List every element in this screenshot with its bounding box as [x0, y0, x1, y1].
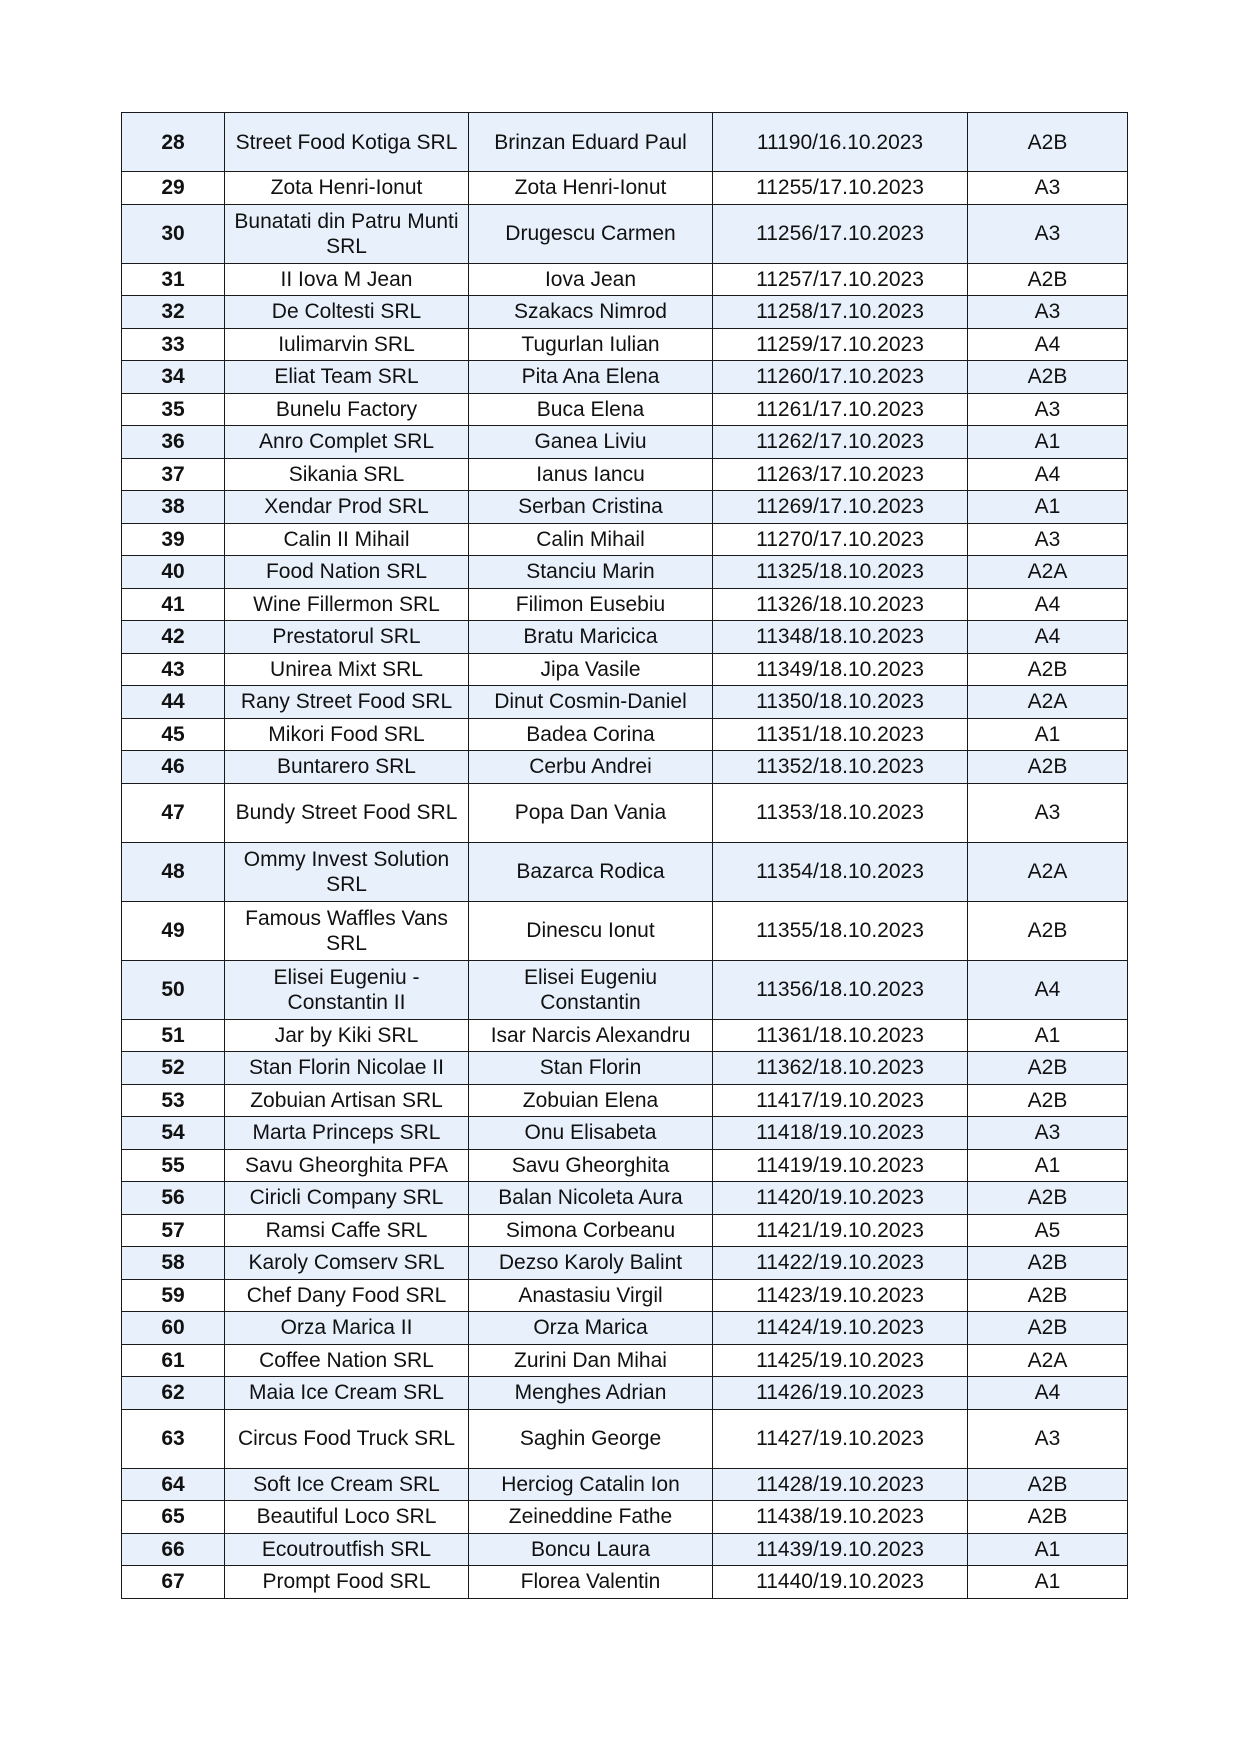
registration-number-date: 11269/17.10.2023 [713, 491, 968, 524]
row-number: 57 [122, 1214, 225, 1247]
person-name: Zota Henri-Ionut [469, 172, 713, 205]
row-number: 35 [122, 393, 225, 426]
category: A1 [968, 1019, 1128, 1052]
person-name: Brinzan Eduard Paul [469, 113, 713, 172]
row-number: 44 [122, 686, 225, 719]
row-number: 37 [122, 458, 225, 491]
category: A1 [968, 491, 1128, 524]
registration-number-date: 11421/19.10.2023 [713, 1214, 968, 1247]
person-name: Buca Elena [469, 393, 713, 426]
row-number: 66 [122, 1533, 225, 1566]
company-name: Ramsi Caffe SRL [225, 1214, 469, 1247]
person-name: Orza Marica [469, 1312, 713, 1345]
registration-number-date: 11361/18.10.2023 [713, 1019, 968, 1052]
company-name: Ecoutroutfish SRL [225, 1533, 469, 1566]
company-name: Coffee Nation SRL [225, 1344, 469, 1377]
category: A5 [968, 1214, 1128, 1247]
person-name: Boncu Laura [469, 1533, 713, 1566]
category: A3 [968, 172, 1128, 205]
table-row [122, 588, 1128, 621]
table-row [122, 204, 1128, 263]
person-name: Isar Narcis Alexandru [469, 1019, 713, 1052]
company-name: Prompt Food SRL [225, 1566, 469, 1599]
table-row [122, 1247, 1128, 1280]
company-name: Maia Ice Cream SRL [225, 1377, 469, 1410]
person-name: Calin Mihail [469, 523, 713, 556]
registration-number-date: 11427/19.10.2023 [713, 1409, 968, 1468]
company-name: Sikania SRL [225, 458, 469, 491]
row-number: 34 [122, 361, 225, 394]
table-row [122, 960, 1128, 1019]
company-name: Elisei Eugeniu - Constantin II [225, 960, 469, 1019]
person-name: Badea Corina [469, 718, 713, 751]
person-name: Onu Elisabeta [469, 1117, 713, 1150]
category: A2B [968, 1084, 1128, 1117]
table-row [122, 1409, 1128, 1468]
row-number: 28 [122, 113, 225, 172]
registration-number-date: 11419/19.10.2023 [713, 1149, 968, 1182]
person-name: Dinut Cosmin-Daniel [469, 686, 713, 719]
table-row [122, 393, 1128, 426]
row-number: 63 [122, 1409, 225, 1468]
company-name: Zota Henri-Ionut [225, 172, 469, 205]
row-number: 61 [122, 1344, 225, 1377]
table-row [122, 901, 1128, 960]
category: A2A [968, 686, 1128, 719]
category: A2B [968, 653, 1128, 686]
person-name: Dinescu Ionut [469, 901, 713, 960]
category: A1 [968, 1566, 1128, 1599]
person-name: Jipa Vasile [469, 653, 713, 686]
category: A3 [968, 204, 1128, 263]
table-row [122, 328, 1128, 361]
company-name: Jar by Kiki SRL [225, 1019, 469, 1052]
company-name: Savu Gheorghita PFA [225, 1149, 469, 1182]
person-name: Balan Nicoleta Aura [469, 1182, 713, 1215]
category: A2B [968, 263, 1128, 296]
row-number: 56 [122, 1182, 225, 1215]
company-name: Rany Street Food SRL [225, 686, 469, 719]
person-name: Simona Corbeanu [469, 1214, 713, 1247]
category: A2B [968, 1247, 1128, 1280]
row-number: 38 [122, 491, 225, 524]
registration-number-date: 11351/18.10.2023 [713, 718, 968, 751]
company-name: Mikori Food SRL [225, 718, 469, 751]
row-number: 64 [122, 1468, 225, 1501]
category: A4 [968, 1377, 1128, 1410]
registration-number-date: 11422/19.10.2023 [713, 1247, 968, 1280]
company-name: Bunelu Factory [225, 393, 469, 426]
person-name: Szakacs Nimrod [469, 296, 713, 329]
person-name: Serban Cristina [469, 491, 713, 524]
table-row [122, 653, 1128, 686]
registration-number-date: 11262/17.10.2023 [713, 426, 968, 459]
person-name: Zeineddine Fathe [469, 1501, 713, 1534]
row-number: 65 [122, 1501, 225, 1534]
company-name: Chef Dany Food SRL [225, 1279, 469, 1312]
table-row [122, 1084, 1128, 1117]
table-row [122, 783, 1128, 842]
registration-number-date: 11353/18.10.2023 [713, 783, 968, 842]
company-name: Marta Princeps SRL [225, 1117, 469, 1150]
table-row [122, 458, 1128, 491]
row-number: 32 [122, 296, 225, 329]
company-name: Unirea Mixt SRL [225, 653, 469, 686]
person-name: Elisei Eugeniu Constantin [469, 960, 713, 1019]
person-name: Dezso Karoly Balint [469, 1247, 713, 1280]
company-name: Zobuian Artisan SRL [225, 1084, 469, 1117]
category: A2B [968, 751, 1128, 784]
registration-number-date: 11355/18.10.2023 [713, 901, 968, 960]
category: A2B [968, 113, 1128, 172]
company-name: Buntarero SRL [225, 751, 469, 784]
table-row [122, 361, 1128, 394]
row-number: 60 [122, 1312, 225, 1345]
registration-number-date: 11348/18.10.2023 [713, 621, 968, 654]
registration-number-date: 11362/18.10.2023 [713, 1052, 968, 1085]
row-number: 47 [122, 783, 225, 842]
category: A3 [968, 296, 1128, 329]
person-name: Stan Florin [469, 1052, 713, 1085]
category: A2B [968, 1279, 1128, 1312]
registration-number-date: 11260/17.10.2023 [713, 361, 968, 394]
row-number: 39 [122, 523, 225, 556]
category: A1 [968, 718, 1128, 751]
registration-number-date: 11349/18.10.2023 [713, 653, 968, 686]
table-row [122, 523, 1128, 556]
person-name: Ganea Liviu [469, 426, 713, 459]
row-number: 46 [122, 751, 225, 784]
person-name: Pita Ana Elena [469, 361, 713, 394]
table-row [122, 263, 1128, 296]
registration-number-date: 11352/18.10.2023 [713, 751, 968, 784]
company-name: Food Nation SRL [225, 556, 469, 589]
table-body [122, 113, 1128, 1599]
registration-number-date: 11438/19.10.2023 [713, 1501, 968, 1534]
person-name: Anastasiu Virgil [469, 1279, 713, 1312]
person-name: Menghes Adrian [469, 1377, 713, 1410]
registration-number-date: 11440/19.10.2023 [713, 1566, 968, 1599]
registration-number-date: 11356/18.10.2023 [713, 960, 968, 1019]
row-number: 58 [122, 1247, 225, 1280]
company-name: Bundy Street Food SRL [225, 783, 469, 842]
registration-number-date: 11257/17.10.2023 [713, 263, 968, 296]
person-name: Cerbu Andrei [469, 751, 713, 784]
category: A1 [968, 1533, 1128, 1566]
row-number: 40 [122, 556, 225, 589]
row-number: 49 [122, 901, 225, 960]
row-number: 67 [122, 1566, 225, 1599]
company-name: Circus Food Truck SRL [225, 1409, 469, 1468]
category: A2B [968, 361, 1128, 394]
table-row [122, 1344, 1128, 1377]
person-name: Herciog Catalin Ion [469, 1468, 713, 1501]
category: A3 [968, 393, 1128, 426]
registration-number-date: 11424/19.10.2023 [713, 1312, 968, 1345]
company-name: Xendar Prod SRL [225, 491, 469, 524]
table-row [122, 621, 1128, 654]
registration-number-date: 11326/18.10.2023 [713, 588, 968, 621]
company-name: Iulimarvin SRL [225, 328, 469, 361]
table-row [122, 426, 1128, 459]
category: A3 [968, 1409, 1128, 1468]
person-name: Filimon Eusebiu [469, 588, 713, 621]
table-row [122, 718, 1128, 751]
registration-number-date: 11420/19.10.2023 [713, 1182, 968, 1215]
person-name: Iova Jean [469, 263, 713, 296]
category: A3 [968, 1117, 1128, 1150]
table-row [122, 1214, 1128, 1247]
category: A1 [968, 426, 1128, 459]
person-name: Stanciu Marin [469, 556, 713, 589]
row-number: 50 [122, 960, 225, 1019]
category: A4 [968, 328, 1128, 361]
person-name: Bratu Maricica [469, 621, 713, 654]
table-row [122, 1566, 1128, 1599]
company-name: Eliat Team SRL [225, 361, 469, 394]
table-row [122, 1052, 1128, 1085]
row-number: 36 [122, 426, 225, 459]
registration-number-date: 11263/17.10.2023 [713, 458, 968, 491]
table-row [122, 172, 1128, 205]
registration-number-date: 11418/19.10.2023 [713, 1117, 968, 1150]
person-name: Popa Dan Vania [469, 783, 713, 842]
company-name: Ommy Invest Solution SRL [225, 842, 469, 901]
row-number: 52 [122, 1052, 225, 1085]
row-number: 31 [122, 263, 225, 296]
registration-number-date: 11258/17.10.2023 [713, 296, 968, 329]
row-number: 43 [122, 653, 225, 686]
registration-number-date: 11270/17.10.2023 [713, 523, 968, 556]
registration-number-date: 11425/19.10.2023 [713, 1344, 968, 1377]
table-row [122, 1149, 1128, 1182]
table-row [122, 1117, 1128, 1150]
table-row [122, 296, 1128, 329]
category: A2A [968, 1344, 1128, 1377]
row-number: 62 [122, 1377, 225, 1410]
row-number: 55 [122, 1149, 225, 1182]
company-name: Calin II Mihail [225, 523, 469, 556]
category: A4 [968, 588, 1128, 621]
table-row [122, 113, 1128, 172]
registration-number-date: 11354/18.10.2023 [713, 842, 968, 901]
registration-number-date: 11417/19.10.2023 [713, 1084, 968, 1117]
row-number: 42 [122, 621, 225, 654]
category: A2B [968, 1052, 1128, 1085]
person-name: Ianus Iancu [469, 458, 713, 491]
row-number: 45 [122, 718, 225, 751]
table-row [122, 751, 1128, 784]
company-name: Famous Waffles Vans SRL [225, 901, 469, 960]
company-name: Bunatati din Patru Munti SRL [225, 204, 469, 263]
category: A1 [968, 1149, 1128, 1182]
category: A3 [968, 523, 1128, 556]
company-name: Anro Complet SRL [225, 426, 469, 459]
table-row [122, 842, 1128, 901]
category: A2B [968, 1468, 1128, 1501]
table-row [122, 491, 1128, 524]
table-row [122, 1468, 1128, 1501]
registration-number-date: 11255/17.10.2023 [713, 172, 968, 205]
category: A4 [968, 960, 1128, 1019]
table-row [122, 1501, 1128, 1534]
person-name: Bazarca Rodica [469, 842, 713, 901]
registration-number-date: 11190/16.10.2023 [713, 113, 968, 172]
table-row [122, 1533, 1128, 1566]
person-name: Saghin George [469, 1409, 713, 1468]
category: A3 [968, 783, 1128, 842]
person-name: Drugescu Carmen [469, 204, 713, 263]
category: A2B [968, 901, 1128, 960]
category: A4 [968, 621, 1128, 654]
company-name: De Coltesti SRL [225, 296, 469, 329]
category: A4 [968, 458, 1128, 491]
company-name: Soft Ice Cream SRL [225, 1468, 469, 1501]
company-name: Beautiful Loco SRL [225, 1501, 469, 1534]
registration-number-date: 11426/19.10.2023 [713, 1377, 968, 1410]
row-number: 51 [122, 1019, 225, 1052]
table-row [122, 1019, 1128, 1052]
row-number: 54 [122, 1117, 225, 1150]
row-number: 59 [122, 1279, 225, 1312]
table-row [122, 686, 1128, 719]
company-name: II Iova M Jean [225, 263, 469, 296]
row-number: 53 [122, 1084, 225, 1117]
registration-number-date: 11256/17.10.2023 [713, 204, 968, 263]
registration-number-date: 11423/19.10.2023 [713, 1279, 968, 1312]
table-row [122, 1377, 1128, 1410]
category: A2B [968, 1182, 1128, 1215]
company-name: Wine Fillermon SRL [225, 588, 469, 621]
company-name: Stan Florin Nicolae II [225, 1052, 469, 1085]
registration-number-date: 11261/17.10.2023 [713, 393, 968, 426]
table-row [122, 556, 1128, 589]
company-name: Ciricli Company SRL [225, 1182, 469, 1215]
company-name: Street Food Kotiga SRL [225, 113, 469, 172]
category: A2A [968, 842, 1128, 901]
company-name: Prestatorul SRL [225, 621, 469, 654]
registration-number-date: 11259/17.10.2023 [713, 328, 968, 361]
row-number: 30 [122, 204, 225, 263]
category: A2B [968, 1312, 1128, 1345]
company-name: Orza Marica II [225, 1312, 469, 1345]
category: A2A [968, 556, 1128, 589]
registration-number-date: 11350/18.10.2023 [713, 686, 968, 719]
person-name: Tugurlan Iulian [469, 328, 713, 361]
table-row [122, 1182, 1128, 1215]
person-name: Savu Gheorghita [469, 1149, 713, 1182]
person-name: Zobuian Elena [469, 1084, 713, 1117]
person-name: Florea Valentin [469, 1566, 713, 1599]
table-row [122, 1279, 1128, 1312]
person-name: Zurini Dan Mihai [469, 1344, 713, 1377]
row-number: 41 [122, 588, 225, 621]
registry-table [121, 112, 1128, 1599]
registration-number-date: 11428/19.10.2023 [713, 1468, 968, 1501]
category: A2B [968, 1501, 1128, 1534]
registration-number-date: 11439/19.10.2023 [713, 1533, 968, 1566]
company-name: Karoly Comserv SRL [225, 1247, 469, 1280]
row-number: 48 [122, 842, 225, 901]
registration-number-date: 11325/18.10.2023 [713, 556, 968, 589]
table-row [122, 1312, 1128, 1345]
row-number: 29 [122, 172, 225, 205]
row-number: 33 [122, 328, 225, 361]
